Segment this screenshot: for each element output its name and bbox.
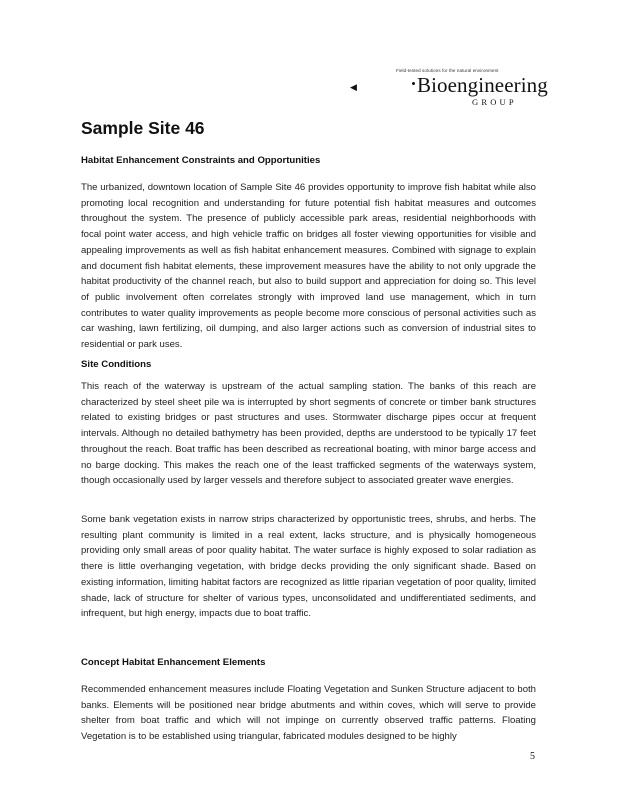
page-number: 5 <box>530 751 535 762</box>
logo-tagline: Field-tested solutions for the natural environment <box>396 68 499 73</box>
logo-dot-icon <box>412 82 415 85</box>
company-logo-group: GROUP <box>472 97 517 107</box>
company-logo-name: Bioengineering <box>417 73 548 97</box>
left-triangle-icon: ◀ <box>350 82 357 92</box>
paragraph-constraints: The urbanized, downtown location of Sample Site 46 provides opportunity to improve fish habitat while also promoting local recognition and understanding for future potential fish habitat measures and outcomes throughout the system. The presence of publicly accessible park areas, residential neighborhoods with focal point water access, and high vehicle traffic on bridges all foster viewing opportunities for visible and appealing improvements as well as fish habitat enhancement measures. Combined with signage to explain and document fish habitat elements, these improvement measures have the ability to not only upgrade the habitat productivity of the channel reach, but also to build support and appreciation for doing so. This level of public involvement often correlates strongly with improved land use management, which in turn contributes to water quality improvements as people become more conscious of personal activities such as car washing, lawn fertilizing, oil dumping, and also larger actions such as conversion of industrial sites to residential or park uses. <box>81 182 536 351</box>
paragraph-concept-elements: Recommended enhancement measures include Floating Vegetation and Sunken Structure adjacent to both banks. Elements will be positioned near bridge abutments and within coves, which will serve to provide shelter from boat traffic and which will not impinge on currently observed traffic patterns. Floating Vegetation is to be established using triangular, fabricated modules designed to be highly <box>81 684 536 743</box>
section-heading-site-conditions: Site Conditions <box>81 359 152 370</box>
section-heading-concept-elements: Concept Habitat Enhancement Elements <box>81 657 266 668</box>
section-heading-constraints: Habitat Enhancement Constraints and Opportunities <box>81 155 321 166</box>
paragraph-site-conditions-1: This reach of the waterway is upstream of the actual sampling station. The banks of this reach are characterized by steel sheet pile wa is interrupted by short segments of concrete or timber bank structures related to existing bridges or past structures and uses. Stormwater discharge pipes occur at frequent intervals. Although no detailed bathymetry has been provided, depths are understood to be typically 17 feet throughout the reach. Boat traffic has been described as recreational boating, with minor barge access and no barge docking. This makes the reach one of the least trafficked segments of the waterways system, though occasionally used by larger vessels and therefore subject to associated greater wave energies. <box>81 381 536 487</box>
paragraph-site-conditions-2: Some bank vegetation exists in narrow strips characterized by opportunistic trees, shrubs, and herbs. The resulting plant community is limited in a real extent, lacks structure, and is physically homogeneous providing only small areas of poor quality habitat. The water surface is highly exposed to solar radiation as there is little overhanging vegetation, with bridge decks providing the only significant shade. Based on existing information, limiting habitat factors are recognized as little riparian vegetation of poor quality, limited shade, lack of structure for shelter of various types, unconsolidated and undifferentiated sediments, and infrequent, but high energy, impacts due to boat traffic. <box>81 514 536 620</box>
page-title: Sample Site 46 <box>81 118 205 138</box>
